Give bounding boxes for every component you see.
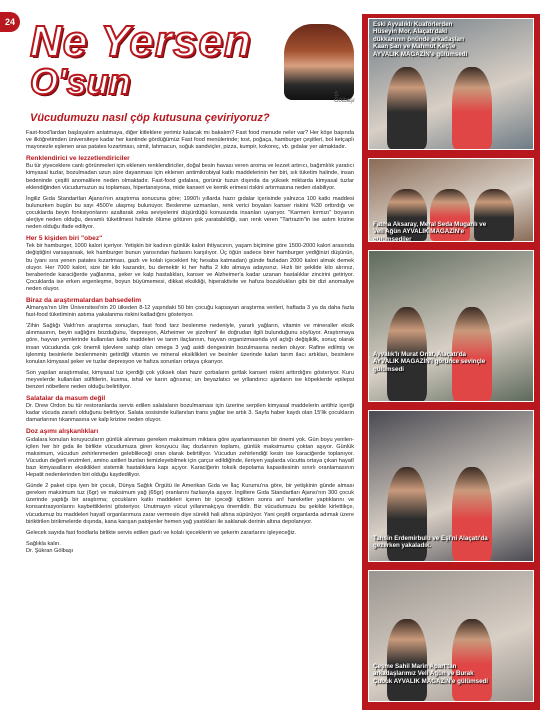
section-heading: Salatalar da masum değil [26, 395, 106, 403]
signoff-author: Dr. Şükran Gölbaşı [26, 547, 74, 554]
title-block [22, 14, 355, 104]
photo-person [387, 619, 427, 701]
gallery-photo-block [368, 570, 534, 702]
page-title-line2: O'sun [30, 61, 131, 102]
gallery-photo-block [368, 410, 534, 562]
photo-gallery-column [362, 14, 540, 710]
section-paragraph: Günde 2 paket cips iyen bir çocuk, Dünya Sağlık Örgütü ile Amerikan Gıda ve İlaç Kurumu'na göre, bir yetişkinin günde alması gereken maksimum tuz (6gr) ve maksimum yağ (65gr) oranlarını fazlasıyla aşıyor. İngiltere Gıda Standartları Ajansı'nın 300 çocuk üzerinde yaptığı bir araştırma; çocukların katkı maddeleri içeren bir içeceği içtikten sonra anî hareketler yaptıklarını ve konsantrasyonlarını kaybettiklerini gösteriyor. Unutmayın vücut yıllanmakçıya önemlidir. Biz vücudumuzu bu şekilde kirlettikçe, vücudumuz bu maddeleri hayatî organlarımıza zarar vermesin diye sürekli hali altına süpürüyor. Yani çeşitli organlarda adımak üzere biriktirilen birikmelerde dışında, kana karışan patojenler hemen yağ yastıkları ile saklanak derinin altına depolanıyor. [26, 483, 354, 525]
section-heading: Doz aşımı alışkanlıkları [26, 428, 99, 436]
article-column [22, 14, 358, 704]
gallery-photo-block [368, 158, 534, 242]
photo-caption: Fatma Aksaray, Meral Seda Muganlı ve Veli Ağün AYVALIK MAGAZİN'e gülümsediler [373, 221, 487, 242]
photo-caption: Ayvalık'lı Murat Onat, Alaçatı'da AYVALIK MAGAZİN'i görünce sevinçle gülümsedi [373, 351, 486, 373]
section-paragraph: Son yapılan araştırmalar, kimyasal tuz içerdiği çok yüksek olan hazır çorbaların gırtlak kanseri riskini arttırdığını gösteriyor. Kuru meyvelerde kullanılan sülfitlerin, kusma, ishal ve karın ağrısına; un beyazlatıcı ve yıllandırıcı ajanların ise köpeklerde epilepsi benzeri nöbetlere neden olduğu belirtiliyor. [26, 369, 354, 390]
section-paragraph: Tek bir hamburger, 1000 kalori içeriyor. Yetişkin bir kadının günlük kalori ihtiyacının, yaşam biçimine göre 1500-2000 kalori arasında değiştiğini varsayarsak, tek hamburger bunun yarısından fazlasını karşılıyor. Üç öğün sadece birer hamburger yediğinizi düşünün, bu (yanı sıra yenen patates kızartması, gazlı ve kolalı içecekleri hiç hesaba katmadan) günde fazladan 2000 kalori almak demek oluyor. Her 7000 kalori, size bir kilo kazandır, bu demektir ki her hafta 2 kilo almaya adaysınız. Hızlı bir şekilde kilo alırınız, beraberinde karaciğerde yağlanma, şeker ve kalp hastalıkları, kanser ve Alzheimer'a kadar uzanan hastalıklar zincirini getiriyor. Çocuklarda ise erken ergenleşme, boyun büyümemesi, dikkat eksikliği, hiperaktivite ve hafıza bozuklukları gibi bir dizi anomaliye neden oluyor. [26, 243, 354, 292]
page-number-badge: 24 [0, 12, 20, 32]
signoff [26, 541, 354, 555]
section-paragraph: Dr. Drew Ordon bu tür restoranlarda servis edilen salataların bozulmaması için üzerine serpilen kimyasal maddelerin antifriz içeriği kadar vücuda zararlı olduğunu belirtiyor. Salata sosisinde kullanılan trans yağlar ise artık 3. Sayfa haber kaydı olan 15'lik çocukların damarlarının tıkanmasına ve kalp krizine neden oluyor. [26, 403, 354, 424]
gallery-photo [368, 570, 534, 702]
section-heading: Biraz da araştırmalardan bahsedelim [26, 296, 142, 304]
gallery-photo-block [368, 250, 534, 402]
signoff-greeting: Sağlıkla kalın. [26, 540, 61, 547]
photo-person [452, 619, 492, 701]
article-subtitle: Vücudumuzu nasıl çöp kutusuna çeviriyoruz? [30, 112, 270, 124]
author-photo [284, 24, 354, 100]
section-paragraph: İngiliz Gıda Standartları Ajansı'nın araştırma sonucuna göre; 1990'lı yıllarda hazır gıdalar içerisinde yalnızca 100 katkı maddesi bulunurken bugün bu sayı 4500'e ulaşmış bulunuyor. Beslenme uzmanları, renk verici boyaları kanser riskini %30 orttırdığı ve çocuklarda beyin fonksiyonlarını azaltarak zeka seviyelerini düşürdüğü konusunda insanları uyarıyor. "Karmen kırmızı" boyanın alerjiye neden olduğu, devamlı tüketilmesi halinde ölüme götüren şok yaratabildiği, sarı renk veren "Tartrazin"in ise astım krizine neden olduğu ifade ediliyor. [26, 195, 354, 231]
photo-person [452, 67, 492, 149]
gallery-photo [368, 158, 534, 242]
gallery-photo [368, 18, 534, 150]
photo-person [387, 67, 427, 149]
section-heading: Renklendirici ve lezzetlendiriciler [26, 155, 130, 163]
photo-caption: Çeşme Sahil Marin Apart'tan arkadaşlarımız Veli Ağün ve Burak Çubuk AYVALIK MAGAZİN'e gülümsedi [373, 663, 489, 685]
gallery-photo [368, 250, 534, 402]
section-paragraph: Almanya'nın Ulm Üniversitesi'nin 20 ülkeden 8-12 yaşındaki 50 bin çocuğu kapsayan araştırma verileri, haftada 3 ya da daha fazla fast-food tüketiminin astıma yakalanma riskini katladığını gösteriyor. [26, 305, 354, 319]
article-sections [26, 155, 354, 537]
photo-caption: Tahsin Erdemirbulu ve Eşi'ni Alaçatı'da gezerken yakaladık. [373, 535, 488, 550]
section-paragraph: 'Zihin Sağlığı Vakfı'nın araştırma sonuçları, fast food tarz beslenme nedeniyle, yararlı yağların, vitamin ve mineraller eksik alınmasının, beyin sağlığını bozduğunu, 'depresyon, Alzheimer ve şizofreni' ile doğrudan ilgili bulunduğunu söylüyor. Araştırmaya göre, hayvan yemlerinde kullanılan katkı maddeleri ve tarım ilaçlarının, hayvan organizmasında yol açtığı değişiklik, sonuç olarak insan vücudunda çok önemli işlevlere sahip olan omega 3 yağ asidi dengesinin bozulmasına neden oluyor. Rafine edilmiş ve işlenmiş besinlerle beslenmenin getirdiği vitamin ve mineral eksiklikleri ve besinler üzerinde kalan tarım ilacı artıkları, besinlere konulan kimyasal şeker ve tuzlar depresyon ve hafıza sorunları ortaya çıkarıyor. [26, 323, 354, 365]
photo-caption: Eski Ayvalıklı Kuaförlerden Hüseyin Mor, Alaçatı'daki dükkanının önünde arkadaşları Kaan Sarı ve Mahmut Keç'le AYVALIK MAGAZİN'e gülümsedi [373, 21, 468, 58]
section-paragraph: Gelecek sayıda fast foodlarla birlikte servis edilen gazlı ve kolalı içeceklerin ve şekerin zararlarını işleyeceğiz. [26, 529, 297, 536]
author-signature: Ş. Gölbaşı [334, 92, 355, 104]
gallery-photo-block [368, 18, 534, 150]
article-body [26, 130, 354, 555]
article-intro: Fast-food'lardan başlayalım anlatmaya, diğer kitleklere yerimiz kalacak mı bakalım? Fast food menude neler var? Her köşe başında ve ilköğretimden üniversiteye kadar her kantinde gördüğümüz Fast food menülerinde; tost, poğaça, hamburger çeşitleri, bol ketçaplı mayonezle eşlenen aras patates kızartması, simit, lahmacun, soğuk sandviçler, pizza, kumpir, kokoreç, vb. gıdalar yer almaktadır. [26, 130, 354, 151]
section-paragraph: Gıdalara konulan koruyucuların günlük alınması gereken maksimum miktara göre ayarlanmasının bir önemi yok. Gün boyu yenilen-içilen her bir gıda ile birlikte vücudumuza giren koruyucu ilaç dozlarının toplamı, günlük maksimumu çoktan aşıyor. Günlük maksimum, vücudun zehirlenmeden geleblileceği oran olarak belirtiliyor. Vücudun zehirlendiği kesin ise karaciğerde toplanıyor. Vücudun değerli enzimleri, amino asitleri bunları temizleyebilmek için çarçur edildiğinde, ileriyen yaşlarda vücutta ortaya çıkan hayatî bazı kimyasalların eksiklikleri sistemik hastalıklara kapı açıyor. Karaciğerin toksik depolama kapasitesinin sınırlı oranlamasının Hepatit nedenlerinden biri olduğu kaydediliyor. [26, 436, 354, 479]
page-title-line1: Ne Yersen [30, 17, 252, 66]
section-paragraph: Bu tür yiyeceklere canlı görünmeleri için eklenen renklendiriciler, doğal besin havası veren aroma ve lezzet artırıcı, bağımlılık yaratıcı kimyasal tuzlar, bozulmadan uzun süre dayanması için eklenen antimikrobiyal katkı maddelerinin her biri, sık tüketim halinde, insan bedeninde çeşitli anomalilere neden olmaktadır. Fast-food gıdalara, gorünür tuzun dışında da yüksek miktarda kimyasal tuzlar eklendiğinden vücudumuzun su toplaması, hipertansiyona, mide kanseri ve kemik erimesi riskini artırmasına neden olabiliyor. [26, 163, 355, 191]
gallery-photo [368, 410, 534, 562]
section-heading: Her 5 kişiden biri "obez" [26, 235, 103, 243]
